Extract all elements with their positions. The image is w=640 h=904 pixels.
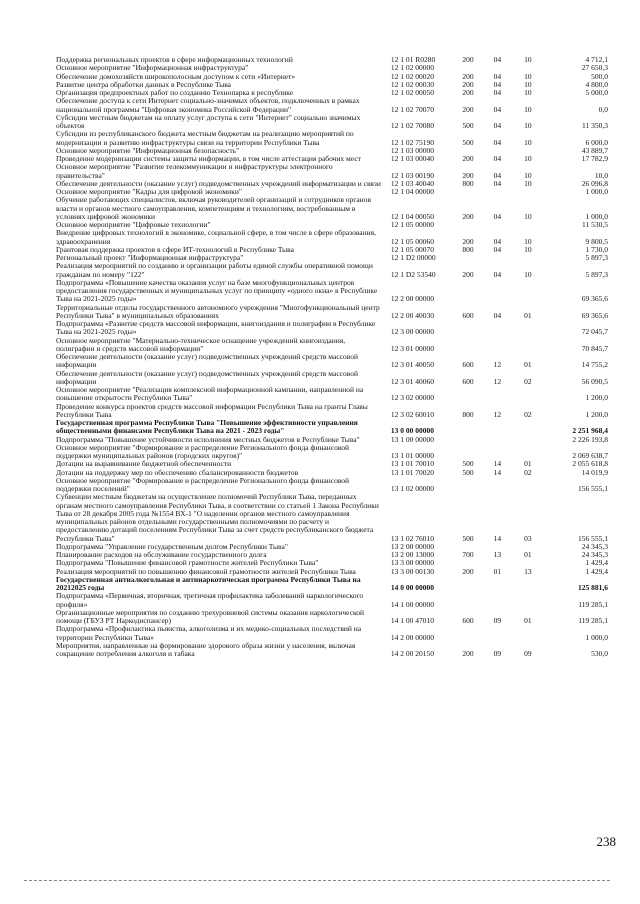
row-code: 13 3 00 00000 (390, 558, 434, 568)
row-code: 14 0 00 00000 (390, 583, 434, 592)
table-row (56, 304, 608, 321)
row-name: Основное мероприятие "Формирование и распределение Регионального фонда финансовой поддержки муниципальных районов (городских округов)" (56, 442, 350, 460)
row-section (482, 625, 512, 642)
row-amount: 24 345,3 (581, 541, 608, 551)
row-subsection (513, 436, 543, 444)
table-row (56, 163, 608, 180)
row-section: 04 (493, 178, 502, 188)
row-code: 13 2 00 00000 (390, 541, 434, 551)
row-section: 01 (493, 566, 502, 576)
row-amount: 1 000,0 (585, 632, 608, 642)
row-expense-type: 200 (462, 88, 474, 97)
row-amount: 5 897,3 (585, 269, 608, 279)
row-expense-type (454, 188, 482, 196)
row-section: 04 (493, 137, 502, 147)
row-expense-type: 200 (462, 211, 474, 221)
row-expense-type: 500 (462, 137, 474, 147)
table-row (56, 114, 608, 131)
table-row (56, 196, 608, 221)
table-row (56, 337, 608, 354)
row-expense-type: 200 (462, 236, 474, 246)
row-amount: 500,0 (591, 71, 608, 81)
row-amount: 4 712,1 (585, 55, 608, 64)
row-subsection: 10 (524, 211, 532, 221)
row-section: 04 (493, 104, 502, 114)
row-subsection: 10 (524, 244, 532, 254)
row-amount: 69 365,6 (581, 310, 608, 320)
table-row (56, 642, 608, 659)
row-code: 12 3 00 00000 (390, 327, 434, 337)
row-subsection (513, 625, 543, 642)
row-expense-type: 500 (462, 533, 474, 543)
row-name: Основное мероприятие "Кадры для цифровой экономики" (56, 187, 242, 196)
row-subsection: 01 (524, 616, 532, 625)
table-row (56, 229, 608, 246)
row-amount: 11 530,5 (582, 220, 608, 229)
row-name: Субсидии местным бюджетам на оплату услуг доступа к сети "Интернет" социально значимых объектов (56, 112, 361, 130)
row-subsection (513, 221, 543, 229)
row-subsection: 03 (524, 533, 532, 543)
row-expense-type (454, 419, 482, 436)
row-section (482, 254, 512, 262)
table-row (56, 625, 608, 642)
row-expense-type (454, 254, 482, 262)
row-section (482, 436, 512, 444)
row-expense-type (454, 221, 482, 229)
row-amount: 6 000,0 (585, 137, 608, 147)
row-amount: 1 200,0 (585, 393, 608, 403)
row-code: 12 1 03 00040 (390, 154, 434, 163)
row-amount: 2 069 638,7 (572, 451, 608, 460)
row-expense-type: 600 (462, 376, 474, 386)
row-section (482, 221, 512, 229)
row-expense-type: 200 (462, 71, 474, 81)
row-amount: 14 019,9 (581, 467, 608, 477)
row-subsection (513, 576, 543, 593)
row-code: 12 1 05 00000 (390, 220, 434, 229)
row-section (482, 477, 512, 494)
row-subsection (513, 386, 543, 403)
row-name: Региональный проект "Информационная инфраструктура" (56, 253, 244, 262)
row-code: 13 3 00 00130 (390, 566, 434, 576)
row-subsection: 10 (524, 154, 532, 163)
row-code: 12 1 03 00190 (390, 170, 434, 180)
row-code: 12 1 02 00050 (390, 88, 434, 97)
row-subsection: 10 (524, 178, 532, 188)
row-subsection: 10 (524, 170, 532, 180)
row-code: 12 1 02 00000 (390, 63, 434, 73)
row-expense-type: 800 (462, 178, 474, 188)
row-section: 14 (493, 533, 502, 543)
row-code: 12 1 02 70070 (390, 104, 434, 114)
row-amount: 4 800,0 (585, 79, 608, 89)
row-amount: 10,0 (594, 170, 608, 180)
row-subsection: 01 (524, 550, 532, 559)
row-subsection: 10 (524, 71, 532, 81)
row-code: 12 1 05 00070 (390, 244, 434, 254)
table-row (56, 477, 608, 494)
row-subsection (513, 188, 543, 196)
row-expense-type: 200 (462, 79, 474, 89)
row-name: Обеспечение домохозяйств широкополосным доступом к сети «Интернет» (56, 71, 296, 81)
row-expense-type: 200 (462, 154, 474, 163)
row-subsection (513, 592, 543, 609)
row-section: 04 (493, 236, 502, 246)
row-code: 12 1 04 00050 (390, 211, 434, 221)
row-section: 04 (493, 79, 502, 89)
row-code: 14 1 00 00000 (390, 599, 434, 609)
row-name: Основное мероприятие "Формирование и распределение Регионального фонда финансовой поддержки поселений" (56, 475, 350, 493)
page-number: 238 (596, 834, 616, 849)
row-expense-type (454, 436, 482, 444)
table-row (56, 353, 608, 370)
row-name: Основное мероприятие "Информационная инфраструктура" (56, 63, 249, 73)
row-expense-type (454, 320, 482, 337)
row-section: 04 (493, 310, 502, 320)
row-code: 12 3 01 00000 (390, 343, 434, 353)
row-section (482, 444, 512, 461)
row-subsection: 10 (524, 236, 532, 246)
row-code: 12 1 03 00000 (390, 145, 434, 155)
row-section: 14 (493, 467, 502, 477)
row-subsection: 10 (524, 104, 532, 114)
budget-table (56, 56, 608, 658)
row-name: Субвенции местным бюджетам на осуществление полномочий Республики Тыва, переданных органам местного самоуправления Республики Тыва, в соответствии со статьей 1 Закона Республики Тыва от 28 декабря 2005 года №1554 ВХ-1 "О наделении органов местного самоуправления муниципальных районов отдельными государственными полномочиями по расчету и предоставлению дотаций поселениям Республики Тыва за счет средств республиканского бюджета Республики Тыва" (56, 492, 379, 543)
row-amount: 56 090,5 (581, 376, 608, 386)
row-subsection (513, 419, 543, 436)
row-section: 04 (493, 244, 502, 254)
row-section (482, 576, 512, 593)
row-section: 09 (493, 649, 502, 658)
row-code: 12 3 02 00000 (390, 393, 434, 403)
row-name: Обеспечение доступа к сети Интернет социально-значимых объектов, подключенных в рамках национальной программы "Цифровая экономика Российской Федерации" (56, 96, 360, 114)
row-section: 04 (493, 71, 502, 81)
row-code: 14 2 00 00000 (390, 632, 434, 642)
row-code: 13 1 00 00000 (390, 434, 434, 444)
row-section: 04 (493, 121, 502, 130)
row-amount: 5 897,3 (585, 253, 608, 262)
row-code: 13 1 02 00000 (390, 484, 434, 493)
row-expense-type (454, 576, 482, 593)
row-code: 12 1 01 R0280 (390, 55, 436, 64)
row-section: 04 (493, 55, 502, 64)
row-name: Организационные мероприятия по созданию трехуровневой системы оказания наркологической помощи (ГБУЗ РТ Наркодиспансер) (56, 607, 365, 625)
row-name: Проведение конкурса проектов средств массовой информации Республики Тыва на гранты Главы Республики Тыва (56, 401, 368, 419)
row-subsection: 01 (524, 459, 532, 469)
row-name: Развитие центра обработки данных в Республике Тыва (56, 79, 232, 89)
row-amount: 1 429,4 (585, 558, 608, 568)
row-expense-type: 700 (462, 550, 474, 559)
row-amount: 43 889,7 (581, 145, 608, 155)
row-subsection (513, 444, 543, 461)
row-name: Грантовая поддержка проектов в сфере ИТ-технологий в Республике Тыва (56, 244, 294, 254)
row-section (482, 337, 512, 354)
row-code: 12 1 02 75190 (390, 137, 434, 147)
row-amount: 2 055 618,8 (572, 459, 608, 469)
table-row (56, 262, 608, 279)
row-section: 13 (493, 550, 502, 559)
row-amount: 17 782,9 (581, 154, 608, 163)
row-amount: 156 555,1 (578, 533, 608, 543)
row-amount: 2 251 968,4 (572, 426, 608, 436)
row-section (482, 592, 512, 609)
row-section: 04 (493, 211, 502, 221)
row-amount: 530,0 (591, 649, 608, 658)
row-code: 14 2 00 20150 (390, 649, 434, 658)
budget-table-body (56, 56, 608, 658)
row-amount: 27 650,3 (581, 63, 608, 73)
row-name: Подпрограмма «Первичная, вторичная, третичная профилактика заболеваний наркологического профиля» (56, 591, 364, 609)
row-name: Подпрограмма "Повышение устойчивости исполнения местных бюджетов в Республике Тыва" (56, 434, 360, 444)
row-expense-type: 500 (462, 467, 474, 477)
row-amount: 11 350,3 (582, 121, 608, 130)
row-amount: 1 730,0 (585, 244, 608, 254)
row-subsection: 01 (524, 360, 532, 370)
row-subsection: 09 (524, 649, 532, 658)
row-expense-type (454, 477, 482, 494)
row-expense-type (454, 592, 482, 609)
row-subsection: 13 (524, 566, 532, 576)
table-row (56, 130, 608, 147)
row-amount: 24 345,3 (581, 550, 608, 559)
row-subsection: 02 (524, 376, 532, 386)
row-name: Подпрограмма «Развитие средств массовой информации, книгоиздания и полиграфии в Республике Тыва на 2021-2025 годы» (56, 319, 376, 337)
row-expense-type: 800 (462, 409, 474, 419)
row-expense-type: 200 (462, 55, 474, 64)
bottom-edge-line (24, 880, 610, 882)
table-row (56, 279, 608, 304)
row-name: Организация предпроектных работ по созданию Технопарка в республике (56, 88, 294, 97)
row-expense-type: 600 (462, 360, 474, 370)
row-name: Внедрение цифровых технологий в экономике, социальной сфере, в том числе в сфере образования, здравоохранения (56, 228, 376, 246)
row-name: Реализация мероприятий по повышению финансовой грамотности жителей Республики Тыва (56, 566, 356, 576)
row-amount: 125 881,6 (578, 583, 608, 592)
row-code: 12 3 01 40060 (390, 376, 434, 386)
row-name: Мероприятия, направленные на формирование здорового образа жизни у населения, включая сокращение потребления алкоголя и табака (56, 640, 356, 658)
table-row (56, 576, 608, 593)
row-expense-type (454, 625, 482, 642)
row-name: Обеспечение деятельности (оказание услуг) подведомственных учреждений информатизации и связи (56, 178, 381, 188)
table-row (56, 386, 608, 403)
row-name: Основное мероприятие "Материально-техническое оснащение учреждений книгоиздания, полиграфии и средств массовой информации" (56, 335, 346, 353)
row-subsection (513, 254, 543, 262)
row-subsection (513, 320, 543, 337)
row-amount: 0,0 (598, 104, 608, 114)
row-subsection: 01 (524, 310, 532, 320)
row-section: 14 (493, 459, 502, 469)
row-amount: 14 755,2 (581, 360, 608, 370)
row-amount: 1 000,0 (585, 211, 608, 221)
row-name: Основное мероприятие "Развитие телекоммуникации и инфраструктуры электронного правительства" (56, 162, 333, 180)
row-subsection: 02 (524, 409, 532, 419)
row-name: Подпрограмма "Управление государственным долгом Республики Тыва" (56, 541, 288, 551)
row-name: Реализация мероприятий по созданию и организации работы единой службы оперативной помощи гражданам по номеру "122" (56, 261, 373, 279)
row-name: Подпрограмма "Повышение финансовой грамотности жителей Республики Тыва" (56, 558, 319, 568)
row-amount: 69 365,6 (581, 294, 608, 304)
row-subsection: 10 (524, 55, 532, 64)
row-name: Субсидии из республиканского бюджета местным бюджетам на реализацию мероприятий по модернизации и развитию инфраструктуры связи на территории Республики Тыва (56, 129, 354, 147)
row-expense-type: 800 (462, 244, 474, 254)
row-subsection (513, 279, 543, 304)
row-name: Основное мероприятие "Реализация комплексной информационной кампании, направленной на повышение открытости Республики Тыва" (56, 385, 364, 403)
row-amount: 1 000,0 (585, 187, 608, 196)
row-amount: 1 429,4 (585, 566, 608, 576)
row-name: Обучение работающих специалистов, включая руководителей организаций и сотрудников органов власти и органов местного самоуправления, компетенциям и технологиям, востребованным в условиях цифровой экономики (56, 195, 371, 221)
table-row (56, 403, 608, 420)
row-section: 04 (493, 269, 502, 279)
row-section: 04 (493, 170, 502, 180)
table-row (56, 320, 608, 337)
row-subsection: 10 (524, 79, 532, 89)
row-section: 04 (493, 88, 502, 97)
row-subsection (513, 337, 543, 354)
row-name: Проведение модернизации системы защиты информации, в том числе аттестация рабочих мест (56, 154, 361, 163)
row-name: Государственная антиалкогольная и антинаркотическая программа Республики Тыва на 20212025 годы (56, 574, 361, 592)
row-code: 13 1 01 70020 (390, 467, 434, 477)
row-section (482, 320, 512, 337)
row-section: 04 (493, 154, 502, 163)
row-name: Государственная программа Республики Тыва "Повышение эффективности управления общественными финансами Республики Тыва на 2021 - 2023 годы" (56, 418, 358, 436)
row-section: 09 (493, 616, 502, 625)
row-amount: 70 845,7 (581, 343, 608, 353)
row-code: 12 1 D2 00000 (390, 253, 436, 262)
table-row (56, 592, 608, 609)
row-expense-type: 500 (462, 459, 474, 469)
row-code: 12 3 01 40050 (390, 360, 434, 370)
row-amount: 1 200,0 (585, 409, 608, 419)
row-subsection: 10 (524, 88, 532, 97)
table-row (56, 97, 608, 114)
row-section (482, 419, 512, 436)
row-amount: 119 285,1 (578, 616, 608, 625)
row-name: Дотации на выравнивание бюджетной обеспеченности (56, 459, 232, 469)
row-section: 12 (493, 409, 502, 419)
row-expense-type (454, 444, 482, 461)
row-amount: 2 226 193,8 (572, 434, 608, 444)
row-name: Обеспечение деятельности (оказание услуг) подведомственных учреждений средств массовой информации (56, 368, 358, 386)
row-subsection: 10 (524, 121, 532, 130)
table-row (56, 370, 608, 387)
row-code: 13 0 00 00000 (390, 426, 434, 436)
row-code: 12 1 04 00000 (390, 187, 434, 196)
row-name: Планирование расходов на обслуживание государственного долга (56, 550, 267, 559)
row-section: 12 (493, 360, 502, 370)
row-amount: 156 555,1 (578, 484, 608, 493)
row-expense-type (454, 386, 482, 403)
row-expense-type: 200 (462, 269, 474, 279)
row-code: 12 1 02 00020 (390, 71, 434, 81)
row-code: 12 1 02 00030 (390, 79, 434, 89)
row-expense-type: 600 (462, 310, 474, 320)
row-amount: 9 800,5 (585, 236, 608, 246)
row-subsection: 10 (524, 269, 532, 279)
table-row (56, 444, 608, 461)
row-section (482, 188, 512, 196)
row-subsection (513, 477, 543, 494)
row-code: 12 2 00 40030 (390, 310, 434, 320)
row-code: 12 3 02 60010 (390, 409, 434, 419)
row-code: 13 1 01 70010 (390, 459, 434, 469)
row-code: 12 2 00 00000 (390, 294, 434, 304)
row-subsection: 02 (524, 467, 532, 477)
row-name: Основное мероприятие "Информационная безопасность" (56, 145, 240, 155)
row-subsection: 10 (524, 137, 532, 147)
row-name: Подпрограмма «Профилактика пьянства, алкоголизма и их медико-социальных последствий на территории Республики Тыва» (56, 624, 362, 642)
row-amount: 119 285,1 (578, 599, 608, 609)
row-expense-type: 600 (462, 616, 474, 625)
row-amount: 26 096,8 (581, 178, 608, 188)
row-code: 13 1 01 00000 (390, 451, 434, 460)
row-expense-type: 500 (462, 121, 474, 130)
row-expense-type: 200 (462, 649, 474, 658)
table-row (56, 493, 608, 543)
row-code: 12 1 03 40040 (390, 178, 434, 188)
row-expense-type: 200 (462, 170, 474, 180)
row-expense-type (454, 337, 482, 354)
row-amount: 72 045,7 (581, 327, 608, 337)
row-code: 12 1 02 70080 (390, 121, 434, 130)
table-row (56, 609, 608, 626)
row-section (482, 386, 512, 403)
row-expense-type (454, 279, 482, 304)
row-name: Подпрограмма «Повышение качества оказания услуг на базе многофункциональных центров предоставления государственных и муниципальных услуг по принципу «одного окна» в Республике Тыва на 2021-2025 годы» (56, 277, 378, 304)
row-code: 14 1 00 47010 (390, 616, 434, 625)
table-row (56, 419, 608, 436)
row-expense-type: 200 (462, 566, 474, 576)
row-amount: 5 000,0 (585, 88, 608, 97)
row-name: Поддержка региональных проектов в сфере информационных технологий (56, 55, 293, 64)
row-code: 12 1 D2 53540 (390, 269, 436, 279)
row-section (482, 279, 512, 304)
row-name: Обеспечение деятельности (оказание услуг) подведомственных учреждений средств массовой информации (56, 352, 358, 370)
row-code: 13 1 02 76010 (390, 533, 434, 543)
row-code: 13 2 00 13000 (390, 550, 434, 559)
row-name: Дотации на поддержку мер по обеспечению сбалансированности бюджетов (56, 467, 299, 477)
row-name: Территориальные отделы государственного автономного учреждения "Многофункциональный центр Республики Тыва" в муниципальных образованиях (56, 302, 380, 320)
row-name: Основное мероприятие "Цифровые технологии" (56, 220, 211, 229)
row-expense-type: 200 (462, 104, 474, 114)
row-code: 12 1 05 00060 (390, 236, 434, 246)
row-section: 12 (493, 376, 502, 386)
